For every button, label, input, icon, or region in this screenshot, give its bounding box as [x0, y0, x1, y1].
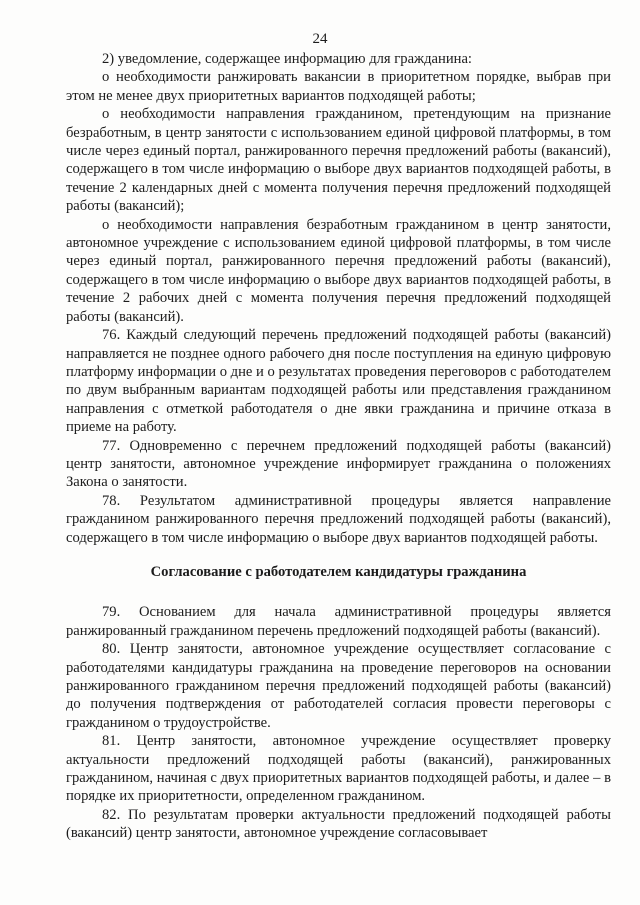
paragraph-clause-82: 82. По результатам проверки актуальности предложений подходящей работы (вакансий) центр занятости, автономное учреждение согласовывает [66, 806, 611, 842]
paragraph-clause-81: 81. Центр занятости, автономное учреждение осуществляет проверку актуальности предложений подходящей работы (вакансий), ранжированных гражданином, начиная с двух приоритетных вариантов подходящей работы, и далее – в порядке их приоритетности, определенном гражданином. [66, 733, 611, 805]
document-body [66, 50, 611, 843]
paragraph-clause-78: 78. Результатом административной процедуры является направление гражданином ранжированного перечня предложений подходящей работы (вакансий), содержащего в том числе информацию о выборе двух вариантов подходящей работы. [66, 492, 611, 546]
paragraph-clause-79: 79. Основанием для начала административной процедуры является ранжированный гражданином перечень предложений подходящей работы (вакансий). [66, 604, 611, 639]
paragraph-applicant-deadline: о необходимости направления гражданином, претендующим на признание безработным, в центр занятости с использованием единой цифровой платформы, в том числе через единый портал, ранжированного перечня предложений работы (вакансий), содержащего в том числе информацию о выборе двух вариантов подходящей работы, в течение 2 календарных дней с момента получения перечня предложений подходящей работы (вакансий); [66, 106, 611, 215]
page-number: 24 [312, 31, 328, 47]
paragraph-unemployed-deadline: о необходимости направления безработным гражданином в центр занятости, автономное учреждение с использованием единой цифровой платформы, в том числе через единый портал, ранжированного перечня предложений работы (вакансий), содержащего в том числе информацию о выборе двух вариантов подходящей работы, в течение 2 рабочих дней с момента получения перечня предложений подходящей работы (вакансий). [66, 216, 611, 325]
paragraph-clause-77: 77. Одновременно с перечнем предложений подходящей работы (вакансий) центр занятости, автономное учреждение информирует гражданина о положениях Закона о занятости. [66, 437, 611, 491]
section-heading: Согласование с работодателем кандидатуры гражданина [150, 563, 527, 580]
paragraph-clause-76: 76. Каждый следующий перечень предложений подходящей работы (вакансий) направляется не позднее одного рабочего дня после поступления на единую цифровую платформу информации о дне и о результатах проведения переговоров с работодателем по двум выбранным вариантам подходящей работы или представления гражданином направления с отметкой работодателя о дне явки гражданина и причине отказа в приеме на работу. [66, 327, 611, 436]
paragraph-rank-vacancies: о необходимости ранжировать вакансии в приоритетном порядке, выбрав при этом не менее двух приоритетных вариантов подходящей работы; [66, 69, 611, 104]
paragraph-notification: 2) уведомление, содержащее информацию для гражданина: [102, 51, 472, 67]
paragraph-clause-80: 80. Центр занятости, автономное учреждение осуществляет согласование с работодателями кандидатуры гражданина на проведение переговоров на основании ранжированного гражданином перечня предложений подходящей работы (вакансий) до получения подтверждения от работодателей согласия провести переговоры с гражданином о трудоустройстве. [66, 641, 611, 731]
